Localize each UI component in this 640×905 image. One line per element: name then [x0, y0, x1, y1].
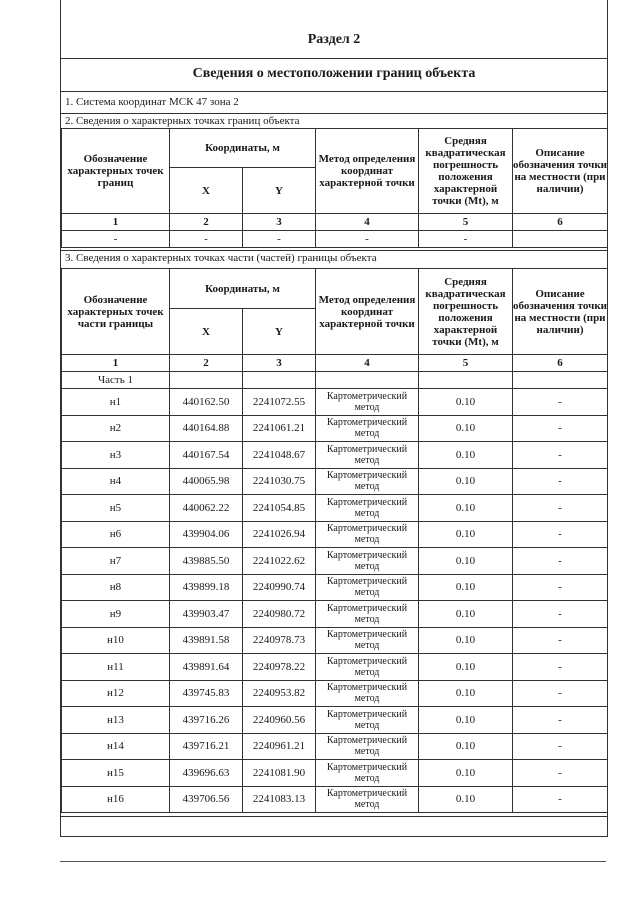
table-row — [62, 627, 608, 654]
point-name: н11 — [62, 654, 170, 681]
y-coordinate: 2241026.94 — [243, 521, 316, 548]
y-coordinate: 2240960.56 — [243, 707, 316, 734]
x-coordinate: 440062.22 — [170, 495, 243, 522]
error-cell: 0.10 — [419, 760, 513, 787]
table-cell: - — [62, 231, 170, 248]
column-number: 6 — [513, 214, 608, 231]
description-header: Описание обозначения точки на местности (при наличии) — [513, 129, 608, 214]
description-cell: - — [513, 654, 608, 681]
section-2-heading: 2. Сведения о характерных точках границ объекта — [65, 115, 300, 127]
x-coordinate: 439885.50 — [170, 548, 243, 575]
method-cell: Картометрический метод — [316, 654, 419, 681]
method-cell: Картометрический метод — [316, 760, 419, 787]
coordinates-header: Координаты, м — [170, 269, 316, 309]
x-coordinate: 439716.26 — [170, 707, 243, 734]
method-cell: Картометрический метод — [316, 521, 419, 548]
description-cell: - — [513, 415, 608, 442]
error-cell: 0.10 — [419, 786, 513, 813]
point-name: н12 — [62, 680, 170, 707]
y-coordinate: 2241048.67 — [243, 442, 316, 469]
point-name: н9 — [62, 601, 170, 628]
description-cell: - — [513, 521, 608, 548]
divider — [61, 58, 607, 59]
error-cell: 0.10 — [419, 654, 513, 681]
description-cell: - — [513, 601, 608, 628]
x-coordinate: 439716.21 — [170, 733, 243, 760]
description-cell: - — [513, 733, 608, 760]
error-header: Средняя квадратическая погрешность положения характерной точки (Mt), м — [419, 129, 513, 214]
description-cell: - — [513, 389, 608, 416]
description-cell: - — [513, 786, 608, 813]
table-row — [62, 733, 608, 760]
column-number: 1 — [62, 214, 170, 231]
table-row — [62, 760, 608, 787]
description-cell: - — [513, 574, 608, 601]
table-cell: - — [316, 231, 419, 248]
table-row — [62, 680, 608, 707]
column-number: 3 — [243, 214, 316, 231]
table-row — [62, 521, 608, 548]
method-cell: Картометрический метод — [316, 468, 419, 495]
method-cell: Картометрический метод — [316, 442, 419, 469]
x-coordinate: 440162.50 — [170, 389, 243, 416]
error-cell: 0.10 — [419, 415, 513, 442]
description-header: Описание обозначения точки на местности (при наличии) — [513, 269, 608, 355]
error-header: Средняя квадратическая погрешность положения характерной точки (Mt), м — [419, 269, 513, 355]
error-cell: 0.10 — [419, 521, 513, 548]
error-cell: 0.10 — [419, 442, 513, 469]
table-row — [62, 442, 608, 469]
table-row — [62, 231, 608, 248]
point-name: н2 — [62, 415, 170, 442]
column-number: 1 — [62, 355, 170, 372]
x-coordinate: 439899.18 — [170, 574, 243, 601]
column-number: 2 — [170, 355, 243, 372]
x-coordinate: 440065.98 — [170, 468, 243, 495]
table-row — [62, 654, 608, 681]
x-coordinate: 439904.06 — [170, 521, 243, 548]
x-coordinate: 439745.83 — [170, 680, 243, 707]
point-name: н16 — [62, 786, 170, 813]
part-label: Часть 1 — [62, 372, 170, 389]
table-row — [62, 786, 608, 813]
description-cell: - — [513, 548, 608, 575]
table-row — [62, 468, 608, 495]
x-header: X — [170, 309, 243, 355]
table-cell: - — [419, 231, 513, 248]
x-coordinate: 439891.64 — [170, 654, 243, 681]
point-name: н14 — [62, 733, 170, 760]
document-frame — [60, 0, 608, 837]
description-cell: - — [513, 707, 608, 734]
table-row — [62, 601, 608, 628]
x-coordinate: 439891.58 — [170, 627, 243, 654]
method-cell: Картометрический метод — [316, 786, 419, 813]
table-row — [62, 495, 608, 522]
point-name: н7 — [62, 548, 170, 575]
method-header: Метод определения координат характерной точки — [316, 269, 419, 355]
y-coordinate: 2241072.55 — [243, 389, 316, 416]
table-row — [62, 548, 608, 575]
error-cell: 0.10 — [419, 468, 513, 495]
error-cell: 0.10 — [419, 733, 513, 760]
x-coordinate: 439903.47 — [170, 601, 243, 628]
method-cell: Картометрический метод — [316, 389, 419, 416]
method-cell: Картометрический метод — [316, 601, 419, 628]
y-header: Y — [243, 309, 316, 355]
error-cell: 0.10 — [419, 707, 513, 734]
document-title: Сведения о местоположении границ объекта — [192, 66, 476, 81]
point-name: н3 — [62, 442, 170, 469]
table-row — [62, 389, 608, 416]
table-row — [62, 574, 608, 601]
method-cell: Картометрический метод — [316, 495, 419, 522]
designation-header: Обозначение характерных точек части границы — [62, 269, 170, 355]
table-cell — [513, 231, 608, 248]
column-number: 4 — [316, 214, 419, 231]
y-coordinate: 2241030.75 — [243, 468, 316, 495]
error-cell: 0.10 — [419, 627, 513, 654]
page-footer-rule — [60, 861, 606, 862]
divider — [61, 816, 607, 817]
part-points-table — [61, 268, 608, 813]
description-cell: - — [513, 468, 608, 495]
y-coordinate: 2241081.90 — [243, 760, 316, 787]
section-3-heading: 3. Сведения о характерных точках части (частей) границы объекта — [65, 252, 377, 264]
y-coordinate: 2241083.13 — [243, 786, 316, 813]
y-header: Y — [243, 168, 316, 214]
description-cell: - — [513, 627, 608, 654]
point-name: н10 — [62, 627, 170, 654]
error-cell: 0.10 — [419, 389, 513, 416]
point-name: н8 — [62, 574, 170, 601]
error-cell: 0.10 — [419, 601, 513, 628]
part-label-row — [62, 372, 608, 389]
table-cell: - — [243, 231, 316, 248]
y-coordinate: 2240961.21 — [243, 733, 316, 760]
column-number-row — [62, 214, 608, 231]
divider — [61, 91, 607, 92]
y-coordinate: 2240980.72 — [243, 601, 316, 628]
column-number: 6 — [513, 355, 608, 372]
error-cell: 0.10 — [419, 495, 513, 522]
y-coordinate: 2240990.74 — [243, 574, 316, 601]
point-name: н4 — [62, 468, 170, 495]
boundary-points-table — [61, 128, 608, 248]
point-name: н6 — [62, 521, 170, 548]
method-header: Метод определения координат характерной точки — [316, 129, 419, 214]
point-name: н15 — [62, 760, 170, 787]
table-row — [62, 707, 608, 734]
method-cell: Картометрический метод — [316, 707, 419, 734]
column-number: 4 — [316, 355, 419, 372]
x-coordinate: 440167.54 — [170, 442, 243, 469]
method-cell: Картометрический метод — [316, 548, 419, 575]
column-number: 5 — [419, 214, 513, 231]
method-cell: Картометрический метод — [316, 574, 419, 601]
error-cell: 0.10 — [419, 680, 513, 707]
section-title: Раздел 2 — [307, 32, 361, 47]
y-coordinate: 2240953.82 — [243, 680, 316, 707]
column-number: 3 — [243, 355, 316, 372]
point-name: н5 — [62, 495, 170, 522]
column-number-row — [62, 355, 608, 372]
description-cell: - — [513, 760, 608, 787]
x-coordinate: 439696.63 — [170, 760, 243, 787]
coordinate-system-line: 1. Система координат МСК 47 зона 2 — [65, 96, 239, 108]
divider — [61, 250, 607, 251]
y-coordinate: 2240978.22 — [243, 654, 316, 681]
designation-header: Обозначение характерных точек границ — [62, 129, 170, 214]
point-name: н13 — [62, 707, 170, 734]
method-cell: Картометрический метод — [316, 680, 419, 707]
coordinates-header: Координаты, м — [170, 129, 316, 168]
description-cell: - — [513, 442, 608, 469]
point-name: н1 — [62, 389, 170, 416]
table-row — [62, 415, 608, 442]
y-coordinate: 2240978.73 — [243, 627, 316, 654]
method-cell: Картометрический метод — [316, 627, 419, 654]
column-number: 2 — [170, 214, 243, 231]
error-cell: 0.10 — [419, 548, 513, 575]
divider — [61, 113, 607, 114]
y-coordinate: 2241054.85 — [243, 495, 316, 522]
y-coordinate: 2241022.62 — [243, 548, 316, 575]
y-coordinate: 2241061.21 — [243, 415, 316, 442]
description-cell: - — [513, 495, 608, 522]
table-cell: - — [170, 231, 243, 248]
error-cell: 0.10 — [419, 574, 513, 601]
method-cell: Картометрический метод — [316, 415, 419, 442]
x-coordinate: 440164.88 — [170, 415, 243, 442]
method-cell: Картометрический метод — [316, 733, 419, 760]
x-coordinate: 439706.56 — [170, 786, 243, 813]
column-number: 5 — [419, 355, 513, 372]
x-header: X — [170, 168, 243, 214]
description-cell: - — [513, 680, 608, 707]
